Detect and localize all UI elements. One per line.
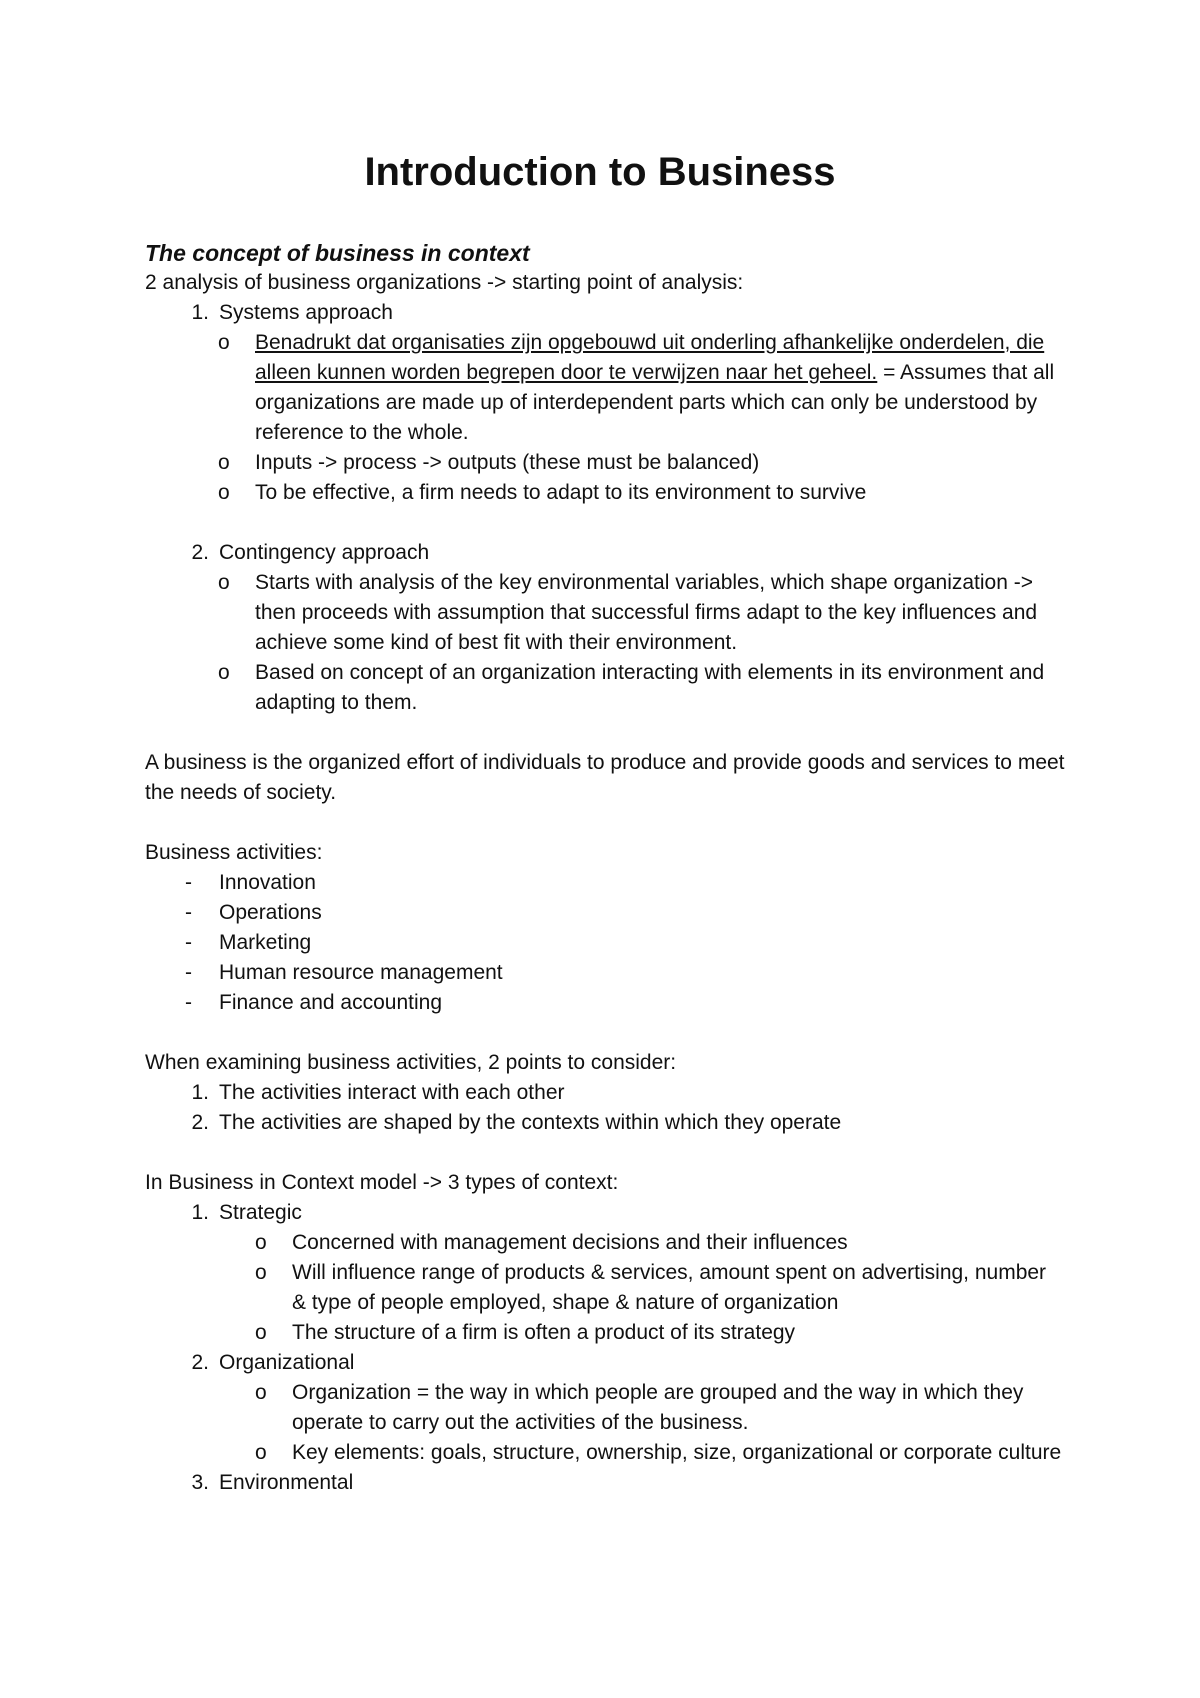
bullet-item — [145, 1228, 1065, 1258]
approach-label: Systems approach — [219, 301, 393, 324]
point-text: The activities interact with each other — [219, 1081, 565, 1104]
activity-label: Innovation — [219, 871, 316, 894]
activity-item — [145, 988, 1065, 1018]
document-body — [145, 238, 1065, 1498]
list-number: 3. — [191, 1471, 209, 1494]
dutch-definition: Benadrukt dat organisaties zijn opgebouwd uit onderling afhankelijke onderdelen, die alleen kunnen worden begrepen door te verwijzen naar het geheel. — [255, 331, 1045, 384]
bullet-item — [145, 478, 1065, 508]
context-heading: In Business in Context model -> 3 types of context: — [145, 1171, 619, 1194]
dash-bullet-icon: - — [185, 931, 192, 954]
section-heading: The concept of business in context — [145, 240, 530, 266]
activity-item — [145, 898, 1065, 928]
bullet-item — [145, 1318, 1065, 1348]
circle-bullet-icon: o — [218, 571, 230, 594]
bullet-item — [145, 328, 1065, 448]
bullet-item — [145, 658, 1065, 718]
bullet-item — [145, 1378, 1065, 1438]
list-number: 1. — [191, 1201, 209, 1224]
business-definition: A business is the organized effort of individuals to produce and provide goods and services to meet the needs of society. — [145, 751, 1065, 804]
circle-bullet-icon: o — [255, 1261, 267, 1284]
activity-label: Marketing — [219, 931, 312, 954]
circle-bullet-icon: o — [255, 1321, 267, 1344]
dash-bullet-icon: - — [185, 901, 192, 924]
bullet-text: Based on concept of an organization interacting with elements in its environment and adapting to them. — [255, 661, 1045, 714]
point-text: The activities are shaped by the contexts within which they operate — [219, 1111, 842, 1134]
list-number: 2. — [191, 1111, 209, 1134]
activity-item — [145, 928, 1065, 958]
intro-line: 2 analysis of business organizations -> starting point of analysis: — [145, 271, 744, 294]
context-item — [145, 1348, 1065, 1378]
circle-bullet-icon: o — [255, 1441, 267, 1464]
activity-item — [145, 958, 1065, 988]
dash-bullet-icon: - — [185, 871, 192, 894]
activity-label: Operations — [219, 901, 322, 924]
bullet-text: Inputs -> process -> outputs (these must be balanced) — [255, 451, 760, 474]
dash-bullet-icon: - — [185, 991, 192, 1014]
english-definition: = Assumes that all organizations are made up of interdependent parts which can only be understood by reference to the whole. — [255, 361, 1055, 444]
activity-item — [145, 868, 1065, 898]
circle-bullet-icon: o — [218, 451, 230, 474]
context-item — [145, 1198, 1065, 1228]
circle-bullet-icon: o — [218, 481, 230, 504]
bullet-text: Starts with analysis of the key environmental variables, which shape organization -> then proceeds with assumption that successful firms adapt to the key influences and achieve some kind of best fit with their environment. — [255, 571, 1038, 654]
examining-point — [145, 1078, 1065, 1108]
bullet-text: Organization = the way in which people are grouped and the way in which they operate to carry out the activities of the business. — [292, 1381, 1024, 1434]
circle-bullet-icon: o — [218, 661, 230, 684]
dash-bullet-icon: - — [185, 961, 192, 984]
context-label: Strategic — [219, 1201, 302, 1224]
bullet-item — [145, 448, 1065, 478]
circle-bullet-icon: o — [255, 1231, 267, 1254]
bullet-text: Key elements: goals, structure, ownership, size, organizational or corporate culture — [292, 1441, 1062, 1464]
list-number: 1. — [191, 301, 209, 324]
bullet-item — [145, 1438, 1065, 1468]
list-number: 2. — [191, 541, 209, 564]
context-label: Organizational — [219, 1351, 355, 1374]
bullet-text: To be effective, a firm needs to adapt to its environment to survive — [255, 481, 867, 504]
list-number: 2. — [191, 1351, 209, 1374]
examining-heading: When examining business activities, 2 points to consider: — [145, 1051, 677, 1074]
bullet-item — [145, 1258, 1065, 1318]
bullet-text: Concerned with management decisions and their influences — [292, 1231, 848, 1254]
circle-bullet-icon: o — [255, 1381, 267, 1404]
bullet-item — [145, 568, 1065, 658]
approach-item — [145, 538, 1065, 568]
activities-heading: Business activities: — [145, 841, 323, 864]
bullet-text: The structure of a firm is often a product of its strategy — [292, 1321, 796, 1344]
bullet-text: Will influence range of products & services, amount spent on advertising, number & type of people employed, shape & nature of organization — [292, 1261, 1047, 1314]
examining-point — [145, 1108, 1065, 1138]
activity-label: Finance and accounting — [219, 991, 442, 1014]
approach-label: Contingency approach — [219, 541, 430, 564]
page-title: Introduction to Business — [364, 150, 836, 194]
activity-label: Human resource management — [219, 961, 503, 984]
context-item — [145, 1468, 1065, 1498]
context-label: Environmental — [219, 1471, 354, 1494]
circle-bullet-icon: o — [218, 331, 230, 354]
list-number: 1. — [191, 1081, 209, 1104]
approach-item — [145, 298, 1065, 328]
